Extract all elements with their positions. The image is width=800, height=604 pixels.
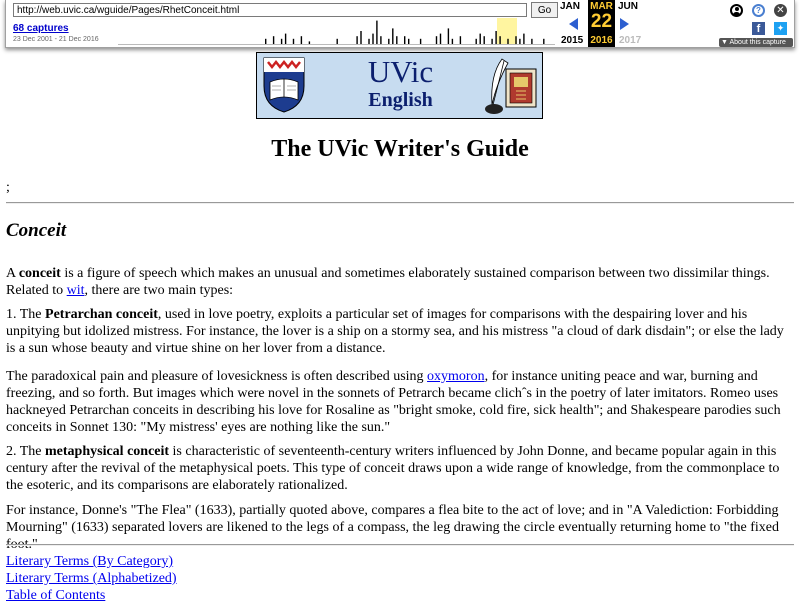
sparkline-bar [301,36,302,44]
capture-date-range: 23 Dec 2001 - 21 Dec 2016 [13,36,99,43]
paragraph-lovesickness [6,368,794,436]
sparkline-bar [356,36,357,44]
sparkline-bar [293,39,294,44]
quill-and-book-icon [482,55,540,116]
help-icon[interactable]: ? [752,4,765,17]
month-next-label[interactable]: JUN [618,1,639,12]
sparkline-bar [440,34,441,44]
term-bold: Petrarchan conceit [45,307,158,322]
text-run: For instance, Donne's "The Flea" (1633), partially quoted above, compares a flea bite to the act of love; and in "A Valediction: Forbidding Mourning" (1633) separated lovers are likened to the legs of a compass, the leg drawing the circle eventually returning home to "the fixed foot." [6,503,780,552]
current-capture-date [588,0,615,47]
text-run: , there are two main types: [84,283,234,298]
sparkline-bar [309,41,310,44]
sparkline-bar [408,39,409,44]
sparkline-bar [388,39,389,44]
text-run: The paradoxical pain and pleasure of lovesickness is often described using [6,369,428,384]
sparkline-bar [376,21,377,44]
sparkline-bar [392,28,393,44]
sparkline-bar [265,39,266,44]
uvic-shield-icon [262,56,306,114]
sparkline-bar [484,36,485,44]
sparkline-bar [495,31,496,44]
sparkline-bar [368,39,369,44]
sparkline-bar [372,34,373,44]
next-capture-arrow-icon[interactable] [620,18,629,30]
year-prev-label[interactable]: 2015 [561,35,584,46]
banner-english-text: English [368,89,433,111]
current-month: MAR [590,1,613,12]
year-next-label: 2017 [619,35,642,46]
text-run: 1. The [6,307,46,322]
url-input[interactable] [13,3,527,17]
page-title: The UVic Writer's Guide [271,136,529,162]
paragraph-petrarchan [6,306,794,357]
sparkline-bar [452,39,453,44]
sparkline-bar [515,36,516,44]
sparkline-bar [404,36,405,44]
term-bold: conceit [18,266,61,281]
sparkline-bar [448,28,449,44]
text-run: , used in love poetry, exploits a particular set of images for comparisons with the despairing lover and his unpitying but idolized mistress. For instance, the lover is a ship on a stormy sea, and his mistress "a cloud of dark disdain"; or else the lady is a sun whose beauty and virtue shine on her lover from a distance. [6,307,784,356]
facebook-icon[interactable]: f [752,22,765,35]
capture-sparkline[interactable] [118,18,555,45]
twitter-icon[interactable]: ✦ [774,22,787,35]
sparkline-bar [396,36,397,44]
sparkline-bar [436,36,437,44]
captures-link[interactable]: 68 captures [13,23,69,34]
sparkline-bar [420,39,421,44]
footer-links [6,553,177,604]
sparkline-bar [480,34,481,44]
sparkline-bar [491,39,492,44]
text-run: , for instance uniting peace and war, burning and freezing, and so forth. But images which were novel in the sonnets of Petrarch became clichˆs in the poetry of later imitators. Romeo uses hackneyed Petrarchan conceits in describing his love for Rosaline as "bright smoke, cold fire, sick health"; and Shakespeare parodies such conceits in Sonnet 130: "My mistress' eyes are nothing like the sun." [6,369,781,435]
wayback-toolbar [5,0,795,48]
divider [6,544,794,546]
literary-terms-alphabetized-link[interactable]: Literary Terms (Alphabetized) [6,571,177,586]
text-run: is a figure of speech which makes an unusual and sometimes elaborately sustained comparison between two dissimilar things. Related to [6,266,770,298]
uvic-english-banner[interactable] [256,52,543,119]
sparkline-bar [519,39,520,44]
sparkline-bar [531,39,532,44]
sparkline-bar [285,34,286,44]
term-bold: metaphysical conceit [45,444,170,459]
table-of-contents-link[interactable]: Table of Contents [6,588,106,603]
sparkline-bar [523,34,524,44]
month-prev-label[interactable]: JAN [560,1,581,12]
text-run: A [6,266,19,281]
go-button[interactable]: Go [531,2,558,18]
text-run: 2. The [6,444,46,459]
sparkline-bar [281,39,282,44]
about-capture-button[interactable]: ▼ About this capture [719,38,793,47]
close-icon[interactable]: ✕ [774,4,787,17]
wit-link[interactable]: wit [66,283,85,298]
oxymoron-link[interactable]: oxymoron [427,369,485,384]
banner-uvic-text: UVic [367,54,434,89]
paragraph-metaphysical [6,443,794,494]
current-day: 22 [590,11,613,32]
sparkline-bar [360,31,361,44]
divider [6,202,794,204]
sparkline-bar [460,36,461,44]
text-run: is characteristic of seventeenth-century writers influenced by John Donne, and became popular again in this century after the revival of the metaphysical poets. This type of conceit draws upon a wide range of knowledge, from the commonplace to the esoteric, and its comparisons are elaborately rationalized. [6,444,780,493]
literary-terms-category-link[interactable]: Literary Terms (By Category) [6,554,174,569]
sparkline-bar [507,39,508,44]
sparkline-bar [337,39,338,44]
sparkline-bar [499,36,500,44]
paragraph-definition [6,265,794,299]
user-icon[interactable] [730,4,743,17]
stray-character: ; [6,180,10,195]
term-heading: Conceit [6,220,67,241]
sparkline-bar [273,36,274,44]
sparkline-bar [380,36,381,44]
current-year: 2016 [590,35,613,46]
prev-capture-arrow-icon[interactable] [569,18,578,30]
sparkline-bar [543,39,544,44]
sparkline-bar [476,39,477,44]
